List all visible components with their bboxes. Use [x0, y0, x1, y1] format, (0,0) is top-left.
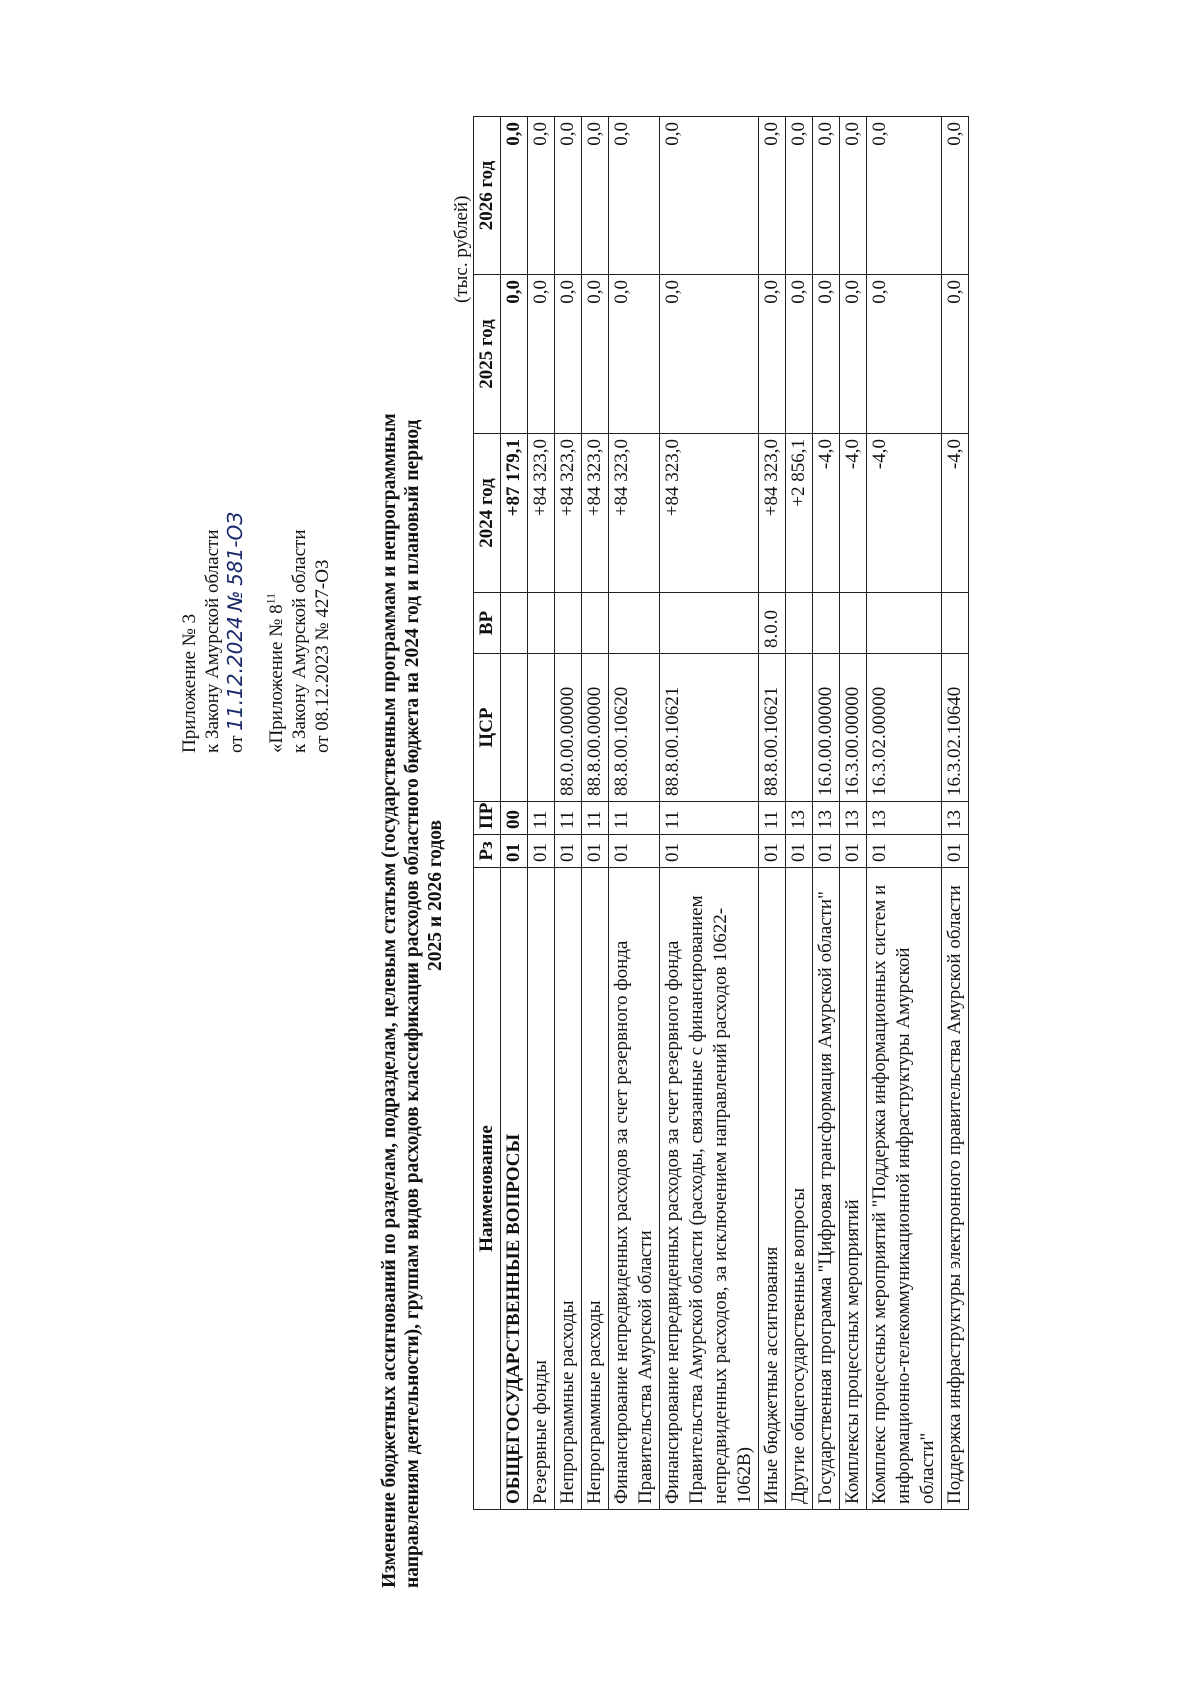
col-header-2026: 2026 год	[474, 117, 501, 275]
cell-rz: 01	[582, 835, 609, 868]
cell-vr	[555, 593, 582, 654]
cell-2025: 0,0	[759, 275, 786, 434]
cell-name: Государственная программа "Цифровая трансформация Амурской области"	[813, 868, 840, 1510]
cell-2025: 0,0	[528, 275, 555, 434]
title-line-1: Изменение бюджетных ассигнований по разделам, подразделам, целевым статьям (государственным программам и непрограммным	[379, 413, 400, 1588]
cell-vr	[786, 593, 813, 654]
cell-pr: 13	[813, 802, 840, 835]
cell-pr: 11	[582, 802, 609, 835]
cell-2026: 0,0	[582, 117, 609, 275]
cell-name: Комплекс процессных мероприятий "Поддержка информационных систем и информационно-телекоммуникационной инфраструктуры Амурской области"	[867, 868, 942, 1510]
cell-2026: 0,0	[840, 117, 867, 275]
cell-vr	[840, 593, 867, 654]
col-header-rz: Рз	[474, 835, 501, 868]
table-row	[840, 117, 867, 1510]
cell-2025: 0,0	[660, 275, 759, 434]
header-gap	[248, 133, 265, 753]
table-row	[759, 117, 786, 1510]
table-row	[942, 117, 969, 1510]
prev-law-date-number: от 08.12.2023 № 427-ОЗ	[312, 559, 333, 753]
cell-name: Резервные фонды	[528, 868, 555, 1510]
cell-name: Финансирование непредвиденных расходов за счет резервного фонда Правительства Амурской области (расходы, связанные с финансированием непредвиденных расходов, за исключением направлений расходов 10622-1062В)	[660, 868, 759, 1510]
table-row	[582, 117, 609, 1510]
col-header-csr: ЦСР	[474, 654, 501, 802]
cell-2025: 0,0	[840, 275, 867, 434]
col-header-name: Наименование	[474, 868, 501, 1510]
cell-2026: 0,0	[501, 117, 528, 275]
cell-2024: -4,0	[813, 434, 840, 593]
cell-csr: 16.3.02.00000	[867, 654, 942, 802]
prev-appendix-number	[265, 133, 288, 753]
cell-2024: +84 323,0	[660, 434, 759, 593]
prev-appendix-base: «Приложение № 8	[266, 604, 287, 753]
handwritten-date: 11.12.2024	[223, 616, 247, 731]
cell-csr: 88.8.00.10621	[759, 654, 786, 802]
cell-name: Другие общегосударственные вопросы	[786, 868, 813, 1510]
col-header-pr: ПР	[474, 802, 501, 835]
cell-2024: +2 856,1	[786, 434, 813, 593]
table-header-row	[474, 117, 501, 1510]
document-title	[378, 203, 447, 1588]
cell-pr: 00	[501, 802, 528, 835]
cell-2024: -4,0	[840, 434, 867, 593]
table-row	[867, 117, 942, 1510]
units-note: (тыс. рублей)	[451, 195, 472, 303]
col-header-vr: ВР	[474, 593, 501, 654]
cell-rz: 01	[759, 835, 786, 868]
cell-name: Иные бюджетные ассигнования	[759, 868, 786, 1510]
cell-2026: 0,0	[759, 117, 786, 275]
cell-2025: 0,0	[609, 275, 660, 434]
cell-2024: -4,0	[942, 434, 969, 593]
cell-rz: 01	[942, 835, 969, 868]
cell-rz: 01	[867, 835, 942, 868]
cell-rz: 01	[786, 835, 813, 868]
cell-name: Финансирование непредвиденных расходов за счет резервного фонда Правительства Амурской области	[609, 868, 660, 1510]
cell-vr	[501, 593, 528, 654]
cell-2026: 0,0	[609, 117, 660, 275]
cell-2024: +84 323,0	[609, 434, 660, 593]
title-line-2: направлениям деятельности), группам видов расходов классификации расходов областного бюджета на 2024 год и плановый период	[402, 419, 423, 1588]
cell-csr: 88.0.00.00000	[555, 654, 582, 802]
cell-2026: 0,0	[555, 117, 582, 275]
budget-table	[473, 116, 969, 1510]
cell-2024: +84 323,0	[555, 434, 582, 593]
cell-2025: 0,0	[786, 275, 813, 434]
cell-vr	[582, 593, 609, 654]
cell-2025: 0,0	[813, 275, 840, 434]
prev-appendix-sup: 11	[263, 592, 278, 605]
table-row	[555, 117, 582, 1510]
cell-2026: 0,0	[813, 117, 840, 275]
cell-csr	[528, 654, 555, 802]
cell-name: Непрограммные расходы	[555, 868, 582, 1510]
cell-csr: 88.8.00.10620	[609, 654, 660, 802]
table-row	[528, 117, 555, 1510]
cell-pr: 11	[555, 802, 582, 835]
law-reference: к Закону Амурской области	[202, 529, 223, 753]
cell-rz: 01	[501, 835, 528, 868]
cell-2025: 0,0	[582, 275, 609, 434]
cell-pr: 13	[867, 802, 942, 835]
cell-2024: -4,0	[867, 434, 942, 593]
cell-vr	[660, 593, 759, 654]
number-prefix: №	[223, 590, 247, 612]
table-row	[786, 117, 813, 1510]
cell-rz: 01	[555, 835, 582, 868]
cell-2025: 0,0	[942, 275, 969, 434]
col-header-2024: 2024 год	[474, 434, 501, 593]
prev-law-reference: к Закону Амурской области	[289, 529, 310, 753]
cell-rz: 01	[528, 835, 555, 868]
cell-csr: 16.0.00.00000	[813, 654, 840, 802]
cell-2026: 0,0	[867, 117, 942, 275]
cell-pr: 11	[759, 802, 786, 835]
cell-csr	[501, 654, 528, 802]
cell-pr: 13	[786, 802, 813, 835]
cell-pr: 13	[942, 802, 969, 835]
cell-vr: 8.0.0	[759, 593, 786, 654]
cell-rz: 01	[813, 835, 840, 868]
appendix-number: Приложение № 3	[179, 613, 200, 753]
handwritten-number: 581-ОЗ	[223, 511, 247, 586]
cell-csr: 16.3.02.10640	[942, 654, 969, 802]
cell-2026: 0,0	[942, 117, 969, 275]
appendix-header	[178, 133, 334, 753]
cell-vr	[609, 593, 660, 654]
cell-pr: 11	[609, 802, 660, 835]
law-date-number	[224, 133, 248, 753]
col-header-2025: 2025 год	[474, 275, 501, 434]
cell-csr: 88.8.00.10621	[660, 654, 759, 802]
cell-rz: 01	[609, 835, 660, 868]
cell-vr	[942, 593, 969, 654]
cell-2026: 0,0	[786, 117, 813, 275]
cell-2026: 0,0	[528, 117, 555, 275]
cell-name: Непрограммные расходы	[582, 868, 609, 1510]
table-row	[660, 117, 759, 1510]
cell-csr: 16.3.00.00000	[840, 654, 867, 802]
cell-vr	[528, 593, 555, 654]
cell-2026: 0,0	[660, 117, 759, 275]
cell-pr: 11	[528, 802, 555, 835]
from-prefix: от	[226, 735, 247, 753]
cell-rz: 01	[660, 835, 759, 868]
table-row	[609, 117, 660, 1510]
cell-2024: +84 323,0	[582, 434, 609, 593]
title-line-3: 2025 и 2026 годов	[425, 819, 446, 972]
cell-rz: 01	[840, 835, 867, 868]
cell-vr	[813, 593, 840, 654]
cell-csr	[786, 654, 813, 802]
cell-2025: 0,0	[555, 275, 582, 434]
cell-2025: 0,0	[867, 275, 942, 434]
rotated-page	[100, 101, 1100, 1621]
table-row	[813, 117, 840, 1510]
cell-2025: 0,0	[501, 275, 528, 434]
cell-2024: +87 179,1	[501, 434, 528, 593]
cell-2024: +84 323,0	[759, 434, 786, 593]
cell-csr: 88.8.00.00000	[582, 654, 609, 802]
table-row	[501, 117, 528, 1510]
cell-name: Комплексы процессных мероприятий	[840, 868, 867, 1510]
cell-name: ОБЩЕГОСУДАРСТВЕННЫЕ ВОПРОСЫ	[501, 868, 528, 1510]
cell-name: Поддержка инфраструктуры электронного правительства Амурской области	[942, 868, 969, 1510]
cell-pr: 11	[660, 802, 759, 835]
cell-vr	[867, 593, 942, 654]
cell-2024: +84 323,0	[528, 434, 555, 593]
cell-pr: 13	[840, 802, 867, 835]
